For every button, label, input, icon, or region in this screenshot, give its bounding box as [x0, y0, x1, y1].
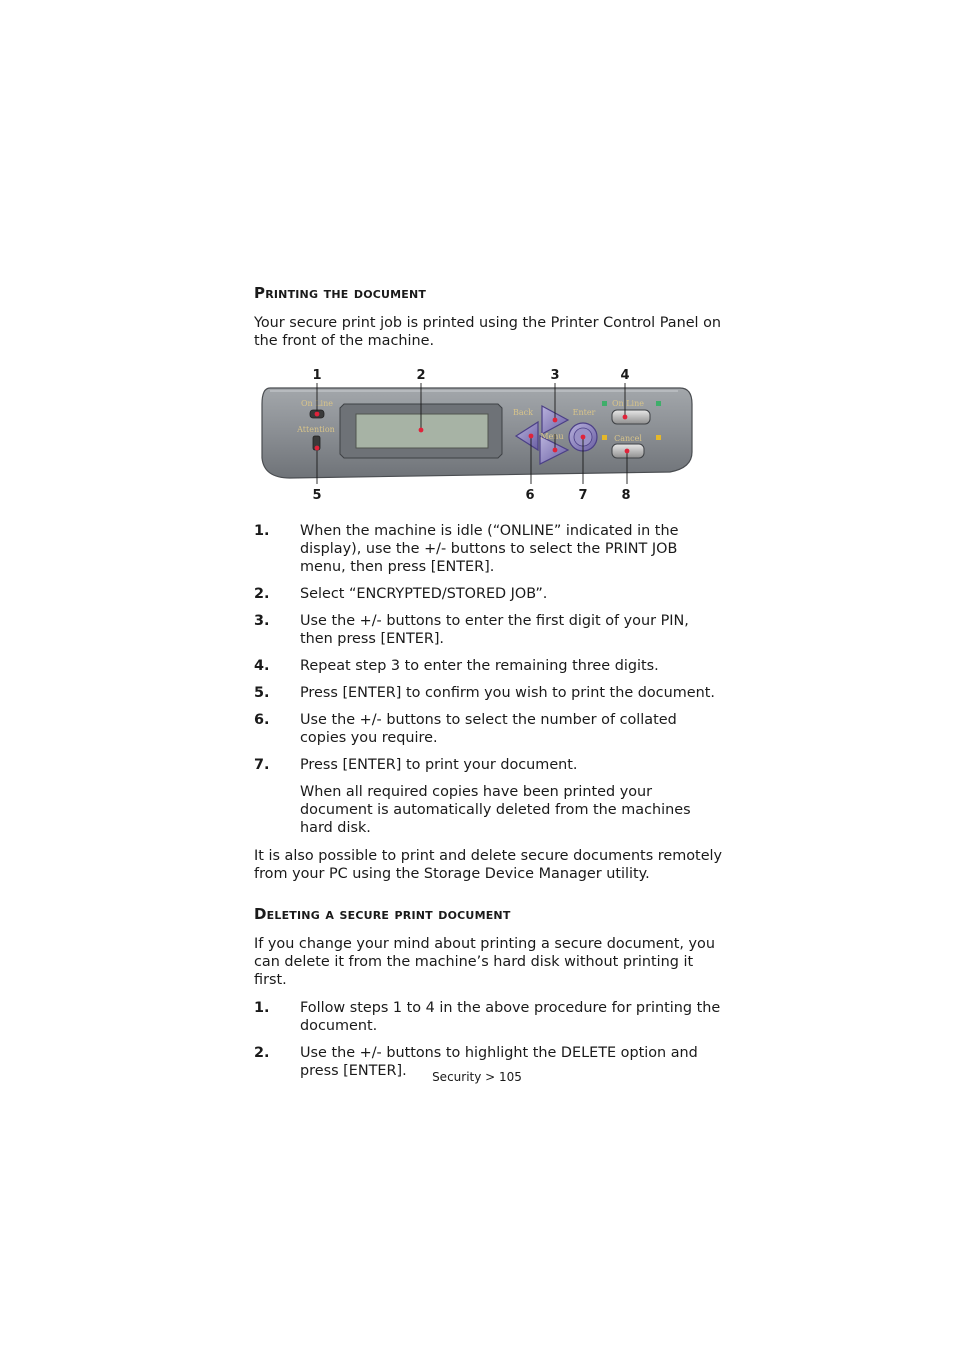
list-item	[254, 711, 724, 747]
deleting-intro-paragraph: If you change your mind about printing a secure document, you can delete it from the machine’s hard disk without printing it first.	[254, 936, 715, 988]
callout-7: 7	[578, 488, 588, 503]
page-footer: Security > 105	[432, 1070, 522, 1084]
control-panel-svg	[250, 360, 720, 508]
label-attention: Attention	[297, 425, 335, 434]
step-text: Use the +/- buttons to enter the first digit of your PIN, then press [ENTER].	[300, 613, 689, 647]
callout-8: 8	[621, 488, 631, 503]
intro-paragraph: Your secure print job is printed using the Printer Control Panel on the front of the machine.	[254, 315, 722, 349]
step-text: Press [ENTER] to confirm you wish to print the document.	[300, 685, 715, 701]
online-button[interactable]	[612, 410, 650, 424]
amber-led-right	[656, 435, 661, 440]
amber-led-left	[602, 435, 607, 440]
green-led-left	[602, 401, 607, 406]
section-heading-printing: Printing the document	[254, 284, 427, 302]
deleting-steps-list	[254, 999, 724, 1080]
list-item	[254, 585, 724, 603]
step-text: When the machine is idle (“ONLINE” indicated in the display), use the +/- buttons to select the PRINT JOB menu, then press [ENTER].	[300, 523, 679, 575]
green-led-right	[656, 401, 661, 406]
list-item	[254, 756, 724, 774]
step-text: Select “ENCRYPTED/STORED JOB”.	[300, 586, 548, 602]
step-number: 1.	[254, 1000, 270, 1016]
remote-paragraph: It is also possible to print and delete secure documents remotely from your PC using the Storage Device Manager utility.	[254, 848, 723, 882]
step-number: 1.	[254, 523, 270, 539]
list-item	[254, 684, 724, 702]
label-enter: Enter	[572, 408, 596, 417]
callout-5: 5	[312, 488, 322, 503]
callout-1: 1	[312, 368, 322, 383]
label-online-right: On Line	[611, 399, 645, 408]
step-number: 2.	[254, 586, 270, 602]
callout-4: 4	[620, 368, 630, 383]
callout-3: 3	[550, 368, 560, 383]
step-number: 2.	[254, 1045, 270, 1061]
step-note: When all required copies have been printed your document is automatically deleted from the machines hard disk.	[300, 784, 691, 836]
list-item	[254, 657, 724, 675]
label-cancel: Cancel	[614, 434, 642, 443]
label-online-left: On Line	[300, 399, 334, 408]
label-menu: Menu	[540, 432, 564, 441]
callout-2: 2	[416, 368, 426, 383]
step-text: Repeat step 3 to enter the remaining three digits.	[300, 658, 659, 674]
step-text: Follow steps 1 to 4 in the above procedure for printing the document.	[300, 1000, 721, 1034]
section-heading-deleting: Deleting a secure print document	[254, 905, 511, 923]
step-number: 7.	[254, 757, 270, 773]
list-item	[254, 522, 724, 576]
step-number: 5.	[254, 685, 270, 701]
step-number: 6.	[254, 712, 270, 728]
control-panel-figure	[250, 360, 720, 508]
page-content	[254, 284, 724, 1089]
step-number: 4.	[254, 658, 270, 674]
step-number: 3.	[254, 613, 270, 629]
list-item	[254, 612, 724, 648]
step-text: Press [ENTER] to print your document.	[300, 757, 578, 773]
callout-6: 6	[525, 488, 535, 503]
step-text: Use the +/- buttons to select the number of collated copies you require.	[300, 712, 677, 746]
step-text: Use the +/- buttons to highlight the DELETE option and press [ENTER].	[300, 1045, 698, 1079]
printing-steps-list	[254, 522, 724, 774]
list-item	[254, 999, 724, 1035]
section-deleting	[254, 905, 724, 1080]
label-back: Back	[513, 408, 533, 417]
